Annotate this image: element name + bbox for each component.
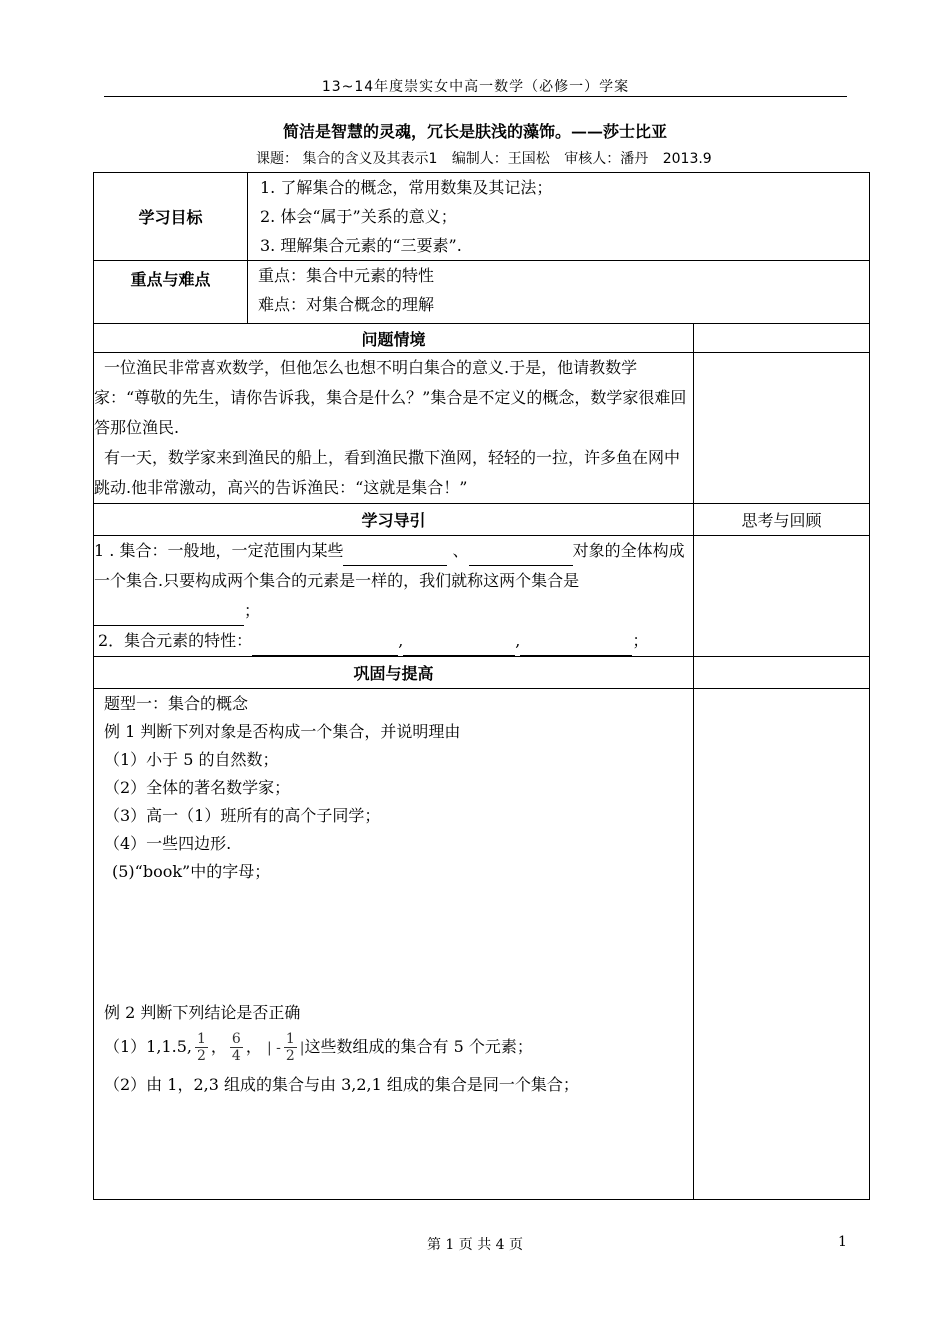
page-number: 1: [838, 1234, 847, 1250]
header-rule: [104, 96, 847, 97]
consolidate-title-row: [94, 657, 870, 689]
guide-text: 2．集合元素的特性：: [98, 631, 253, 650]
situation-side-cell: [694, 324, 870, 353]
guide-text: 、: [452, 541, 469, 560]
question-type: 题型一：集合的概念: [104, 694, 249, 713]
example-1-item: （2）全体的著名数学家；: [104, 778, 291, 797]
math-text: ，: [210, 1037, 227, 1056]
example-1-title: 例 1 判断下列对象是否构成一个集合，并说明理由: [104, 722, 461, 741]
math-text: （1）1,1.5,: [104, 1037, 192, 1056]
lesson-table: [93, 172, 870, 1200]
example-2-item-2: （2）由 1，2,3 组成的集合与由 3,2,1 组成的集合是同一个集合；: [104, 1075, 579, 1094]
situation-title-row: [94, 324, 870, 353]
guide-body-row: [94, 536, 870, 657]
lesson-editor: 编制人：王国松: [451, 151, 550, 167]
situation-body: [94, 353, 694, 504]
fill-blank[interactable]: [252, 637, 398, 656]
fraction: $\frac{1}{2}$: [285, 1031, 295, 1064]
fill-blank[interactable]: [403, 637, 515, 656]
guide-notes-cell: [694, 536, 870, 657]
consolidate-side-cell: [694, 657, 870, 689]
guide-item-2: [94, 626, 693, 656]
motto: 简洁是智慧的灵魂，冗长是肤浅的藻饰。——莎士比亚: [282, 122, 667, 141]
page-footer: 第 1 页 共 4 页: [426, 1237, 524, 1253]
consolidate-body: [94, 689, 694, 1200]
fill-blank[interactable]: [520, 637, 632, 656]
example-1-item: (5)“book”中的字母；: [112, 862, 271, 881]
lesson-info: [256, 148, 722, 168]
objectives-label: 学习目标: [94, 173, 248, 261]
guide-side-title: 思考与回顾: [694, 504, 870, 536]
answer-space: [104, 886, 683, 999]
fill-blank[interactable]: [343, 547, 447, 566]
lesson-date: 2013.9: [662, 151, 712, 167]
math-text: ，: [245, 1037, 262, 1056]
math-text: |: [299, 1040, 305, 1056]
keypoints-content: [248, 261, 870, 324]
objectives-content: [248, 173, 870, 261]
keypoint-item: 重点：集合中元素的特性: [258, 266, 435, 285]
guide-text: ；: [632, 631, 649, 650]
objective-item: 2. 体会“属于”关系的意义；: [260, 207, 457, 226]
objective-item: 3. 理解集合元素的“三要素”.: [260, 236, 462, 255]
example-1-item: （3）高一（1）班所有的高个子同学；: [104, 806, 381, 825]
situation-paragraph: 一位渔民非常喜欢数学，但他怎么也想不明白集合的意义.于是，他请教数学家：“尊敬的先生，请你告诉我，集合是什么？”集合是不定义的概念，数学家很难回答那位渔民.: [94, 358, 687, 437]
keypoint-item: 难点：对集合概念的理解: [258, 295, 435, 314]
consolidate-title: 巩固与提高: [94, 657, 694, 689]
situation-paragraph: 有一天，数学家来到渔民的船上，看到渔民撒下渔网，轻轻的一拉，许多鱼在网中跳动.他非常激动，高兴的告诉渔民：“这就是集合！”: [94, 448, 681, 497]
situation-body-row: [94, 353, 870, 504]
guide-text: 对象的全体构成一个集合.只要构成两个集合的元素是一样的，我们就称这两个集合是: [94, 541, 685, 590]
guide-title: 学习导引: [94, 504, 694, 536]
fraction: $\frac{6}{4}$: [231, 1031, 241, 1064]
fill-blank[interactable]: [94, 607, 244, 626]
example-2-title: 例 2 判断下列结论是否正确: [104, 1003, 301, 1022]
keypoints-label: 重点与难点: [94, 261, 248, 324]
objectives-row: [94, 173, 870, 261]
example-1-item: （1）小于 5 的自然数；: [104, 750, 279, 769]
lesson-reviewer: 审核人：潘丹: [564, 151, 649, 167]
guide-item-1: [94, 536, 693, 626]
example-1-item: （4）一些四边形.: [104, 834, 232, 853]
fraction: $\frac{1}{2}$: [196, 1031, 206, 1064]
page-header: 13~14年度崇实女中高一数学（必修一）学案: [321, 79, 630, 95]
math-text: | -: [266, 1040, 281, 1056]
situation-title: 问题情境: [94, 324, 694, 353]
objective-item: 1. 了解集合的概念，常用数集及其记法；: [260, 178, 553, 197]
math-text: 这些数组成的集合有 5 个元素；: [304, 1037, 533, 1056]
guide-text: 1 . 集合：一般地，一定范围内某些: [94, 541, 344, 560]
guide-text: ,: [398, 631, 404, 650]
guide-text: ,: [515, 631, 521, 650]
consolidate-notes-cell: [694, 689, 870, 1200]
lesson-topic: 课题： 集合的含义及其表示1: [256, 151, 438, 167]
fill-blank[interactable]: [469, 547, 573, 566]
guide-body: [94, 536, 694, 657]
situation-notes-cell: [694, 353, 870, 504]
guide-text: ；: [244, 601, 261, 620]
keypoints-row: [94, 261, 870, 324]
example-2-item-1: [104, 1027, 683, 1071]
consolidate-body-row: [94, 689, 870, 1200]
guide-title-row: [94, 504, 870, 536]
